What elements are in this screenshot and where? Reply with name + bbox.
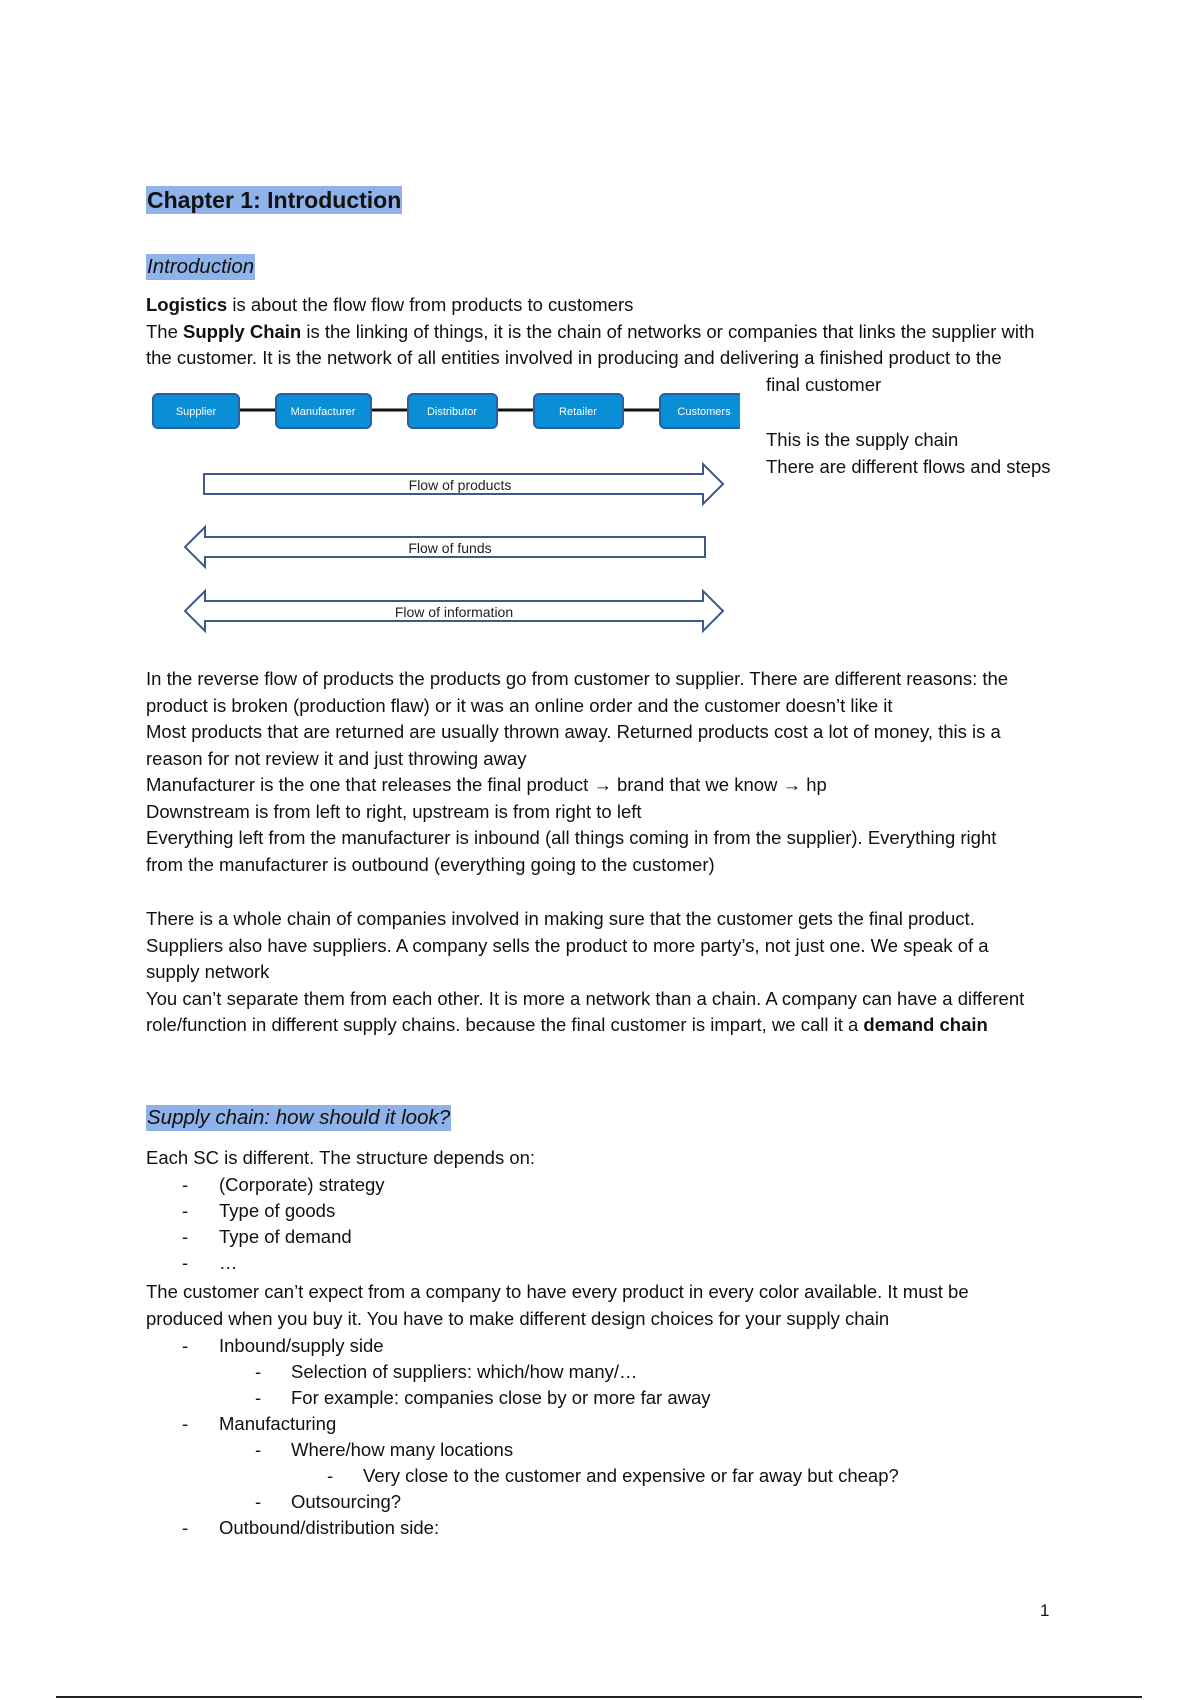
intro-heading: Introduction (147, 255, 255, 278)
chapter-title: Chapter 1: Introduction (147, 187, 402, 213)
page-number: 1 (1040, 1601, 1050, 1620)
chain-line-1: There is a whole chain of companies involved in making sure that the customer gets the final product. (146, 908, 975, 929)
intro-line-2: The Supply Chain is the linking of things, it is the chain of networks or companies that links the supplier with (146, 320, 1035, 342)
reverse-line-1: In the reverse flow of products the products go from customer to supplier. There are different reasons: the (146, 668, 1009, 689)
node-distributor (408, 394, 497, 428)
reverse-line-7: Everything left from the manufacturer is inbound (all things coming in from the supplier). Everything right (146, 827, 997, 848)
reverse-line-8: from the manufacturer is outbound (everything going to the customer) (146, 853, 715, 875)
list-item: - Inbound/supply side (182, 1335, 384, 1356)
intro-line-3: the customer. It is the network of all entities involved in producing and delivering a finished product to the (146, 347, 1002, 368)
list-item: - (Corporate) strategy (182, 1174, 385, 1195)
flow-of-information-arrow (185, 591, 723, 631)
list-item: - Type of demand (182, 1226, 352, 1247)
node-customers (660, 394, 740, 428)
node-supplier-label: Supplier (175, 406, 217, 418)
flow-products-label: Flow of products (408, 477, 512, 493)
list-item: - Outbound/distribution side: (182, 1517, 440, 1538)
flow-funds-label: Flow of funds (408, 540, 492, 556)
demand-chain-term: demand chain (863, 1014, 988, 1035)
list-item: - Selection of suppliers: which/how many/… (255, 1361, 638, 1382)
design-choices-list (146, 1333, 899, 1541)
node-retailer-label: Retailer (559, 406, 597, 418)
chain-line-4: You can’t separate them from each other. It is more a network than a chain. A company can have a different (146, 987, 1025, 1009)
reverse-line-4: reason for not review it and just throwing away (146, 747, 527, 769)
node-customers-label: Customers (677, 406, 731, 418)
reverse-line-2: product is broken (production flaw) or it was an online order and the customer doesn’t like it (146, 694, 893, 716)
chain-line-5: role/function in different supply chains. because the final customer is impart, we call it a demand chain (146, 1014, 988, 1035)
list-item: - Very close to the customer and expensive or far away but cheap? (327, 1465, 899, 1486)
chain-line-3: supply network (146, 961, 270, 982)
list-item: - Manufacturing (182, 1413, 337, 1434)
flow-information-label: Flow of information (394, 604, 514, 620)
supply-chain-diagram (140, 385, 740, 635)
chain-line-2: Suppliers also have suppliers. A company sells the product to more party’s, not just one. We speak of a (146, 934, 989, 956)
design-choices-paragraph (146, 1279, 969, 1332)
chain-paragraph (146, 906, 1024, 1039)
flow-of-products-arrow (204, 464, 723, 504)
design-line-2: produced when you buy it. You have to make different design choices for your supply chain (146, 1307, 890, 1329)
reverse-line-3: Most products that are returned are usually thrown away. Returned products cost a lot of money, this is a (146, 721, 1001, 742)
reverse-flow-paragraph (146, 666, 1008, 878)
node-manufacturer (276, 394, 371, 428)
footer-divider (56, 1696, 1142, 1698)
list-item: - Where/how many locations (255, 1439, 514, 1460)
design-line-1: The customer can’t expect from a company to have every product in every color available. It must be (146, 1281, 969, 1302)
side-note-flows: There are different flows and steps (766, 456, 1051, 477)
reverse-line-6: Downstream is from left to right, upstream is from right to left (146, 800, 642, 822)
list-item: - For example: companies close by or more far away (255, 1387, 711, 1408)
intro-line-1: Logistics is about the flow flow from products to customers (146, 294, 634, 315)
structure-lead: Each SC is different. The structure depends on: (146, 1147, 536, 1168)
node-retailer (534, 394, 623, 428)
flow-of-funds-arrow (185, 527, 705, 567)
list-item: - … (182, 1252, 238, 1273)
reverse-line-5: Manufacturer is the one that releases the final product → brand that we know → hp (146, 774, 827, 795)
intro-paragraph (146, 292, 1034, 398)
supply-chain-heading: Supply chain: how should it look? (147, 1106, 451, 1129)
structure-factors-list (146, 1172, 385, 1276)
node-distributor-label: Distributor (426, 406, 478, 418)
list-item: - Outsourcing? (255, 1491, 402, 1512)
list-item: - Type of goods (182, 1200, 336, 1221)
node-supplier (153, 394, 239, 428)
side-note-supply-chain: This is the supply chain (766, 429, 959, 450)
node-manufacturer-label: Manufacturer (290, 406, 356, 418)
intro-line-4: final customer (766, 373, 882, 395)
logistics-term: Logistics (146, 294, 228, 315)
supply-chain-term: Supply Chain (183, 320, 302, 342)
